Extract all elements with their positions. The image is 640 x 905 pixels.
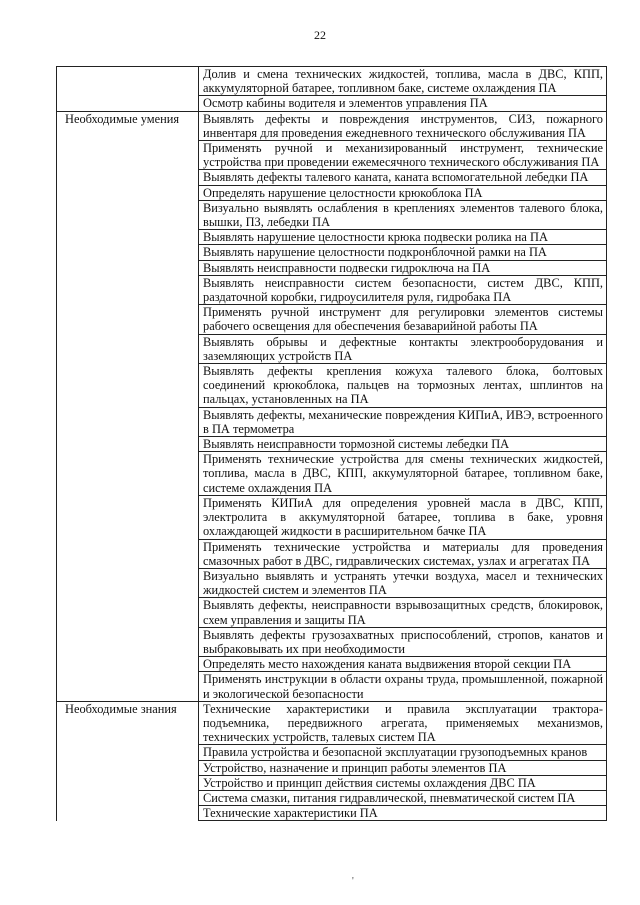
- competency-table: [56, 66, 607, 821]
- section-label: Необходимые умения: [57, 111, 199, 701]
- requirement-item: Выявлять неисправности тормозной системы лебедки ПА: [199, 437, 607, 452]
- requirement-item: Применять ручной инструмент для регулировки элементов системы рабочего освещения для обеспечения безаварийной работы ПА: [199, 305, 607, 334]
- requirement-item: Визуально выявлять и устранять утечки воздуха, масел и технических жидкостей систем и элементов ПА: [199, 568, 607, 597]
- section-label: Необходимые знания: [57, 701, 199, 821]
- requirement-item: Выявлять дефекты и повреждения инструментов, СИЗ, пожарного инвентаря для проведения ежедневного технического обслуживания ПА: [199, 111, 607, 140]
- requirement-item: Осмотр кабины водителя и элементов управления ПА: [199, 96, 607, 111]
- requirement-item: Определять нарушение целостности крюкоблока ПА: [199, 185, 607, 200]
- requirement-item: Выявлять дефекты талевого каната, каната вспомогательной лебедки ПА: [199, 170, 607, 185]
- requirement-item: Применять технические устройства для смены технических жидкостей, топлива, масла в ДВС, КПП, аккумуляторной батарее, топливном баке, системе охлаждения ПА: [199, 452, 607, 496]
- requirement-item: Выявлять дефекты крепления кожуха талевого блока, болтовых соединений крюкоблока, пальцев на тормозных лентах, шплинтов на пальцах, установленных на ПА: [199, 364, 607, 408]
- requirement-item: Выявлять обрывы и дефектные контакты электрооборудования и заземляющих устройств ПА: [199, 334, 607, 363]
- requirement-item: Выявлять дефекты, неисправности взрывозащитных средств, блокировок, схем управления и защиты ПА: [199, 598, 607, 627]
- requirement-item: Устройство, назначение и принцип работы элементов ПА: [199, 760, 607, 775]
- requirement-item: Технические характеристики ПА: [199, 806, 607, 821]
- table-row: [57, 67, 607, 96]
- requirement-item: Применять ручной и механизированный инструмент, технические устройства при проведении ежемесячного технического обслуживания ПА: [199, 141, 607, 170]
- requirement-item: Применять технические устройства и материалы для проведения смазочных работ в ДВС, гидравлических системах, узлах и агрегатах ПА: [199, 539, 607, 568]
- page-number: 22: [314, 28, 326, 42]
- requirement-item: Выявлять дефекты, механические повреждения КИПиА, ИВЭ, встроенного в ПА термометра: [199, 407, 607, 436]
- requirement-item: Применять КИПиА для определения уровней масла в ДВС, КПП, электролита в аккумуляторной батарее, топлива в баке, уровня охлаждающей жидкости в расширительном бачке ПА: [199, 495, 607, 539]
- requirement-item: Технические характеристики и правила эксплуатации трактора-подъемника, передвижного агрегата, применяемых механизмов, технических устройств, талевых систем ПА: [199, 701, 607, 745]
- requirement-item: Правила устройства и безопасной эксплуатации грузоподъемных кранов: [199, 745, 607, 760]
- requirement-item: Выявлять нарушение целостности подкронблочной рамки на ПА: [199, 245, 607, 260]
- section-label: [57, 67, 199, 112]
- requirement-item: Система смазки, питания гидравлической, пневматической систем ПА: [199, 790, 607, 805]
- requirement-item: Долив и смена технических жидкостей, топлива, масла в ДВС, КПП, аккумуляторной батарее, топливном баке, системе охлаждения ПА: [199, 67, 607, 96]
- table-row: [57, 111, 607, 140]
- footer-mark: ': [352, 876, 354, 887]
- requirement-item: Выявлять неисправности подвески гидроключа на ПА: [199, 260, 607, 275]
- requirement-item: Выявлять нарушение целостности крюка подвески ролика на ПА: [199, 230, 607, 245]
- requirement-item: Визуально выявлять ослабления в креплениях элементов талевого блока, вышки, ПЗ, лебедки ПА: [199, 200, 607, 229]
- requirement-item: Применять инструкции в области охраны труда, промышленной, пожарной и экологической безопасности: [199, 672, 607, 701]
- requirement-item: Выявлять неисправности систем безопасности, систем ДВС, КПП, раздаточной коробки, гидроусилителя руля, гидробака ПА: [199, 275, 607, 304]
- requirement-item: Определять место нахождения каната выдвижения второй секции ПА: [199, 657, 607, 672]
- requirement-item: Устройство и принцип действия системы охлаждения ДВС ПА: [199, 775, 607, 790]
- requirement-item: Выявлять дефекты грузозахватных приспособлений, стропов, канатов и выбраковывать их при необходимости: [199, 627, 607, 656]
- table-row: [57, 701, 607, 745]
